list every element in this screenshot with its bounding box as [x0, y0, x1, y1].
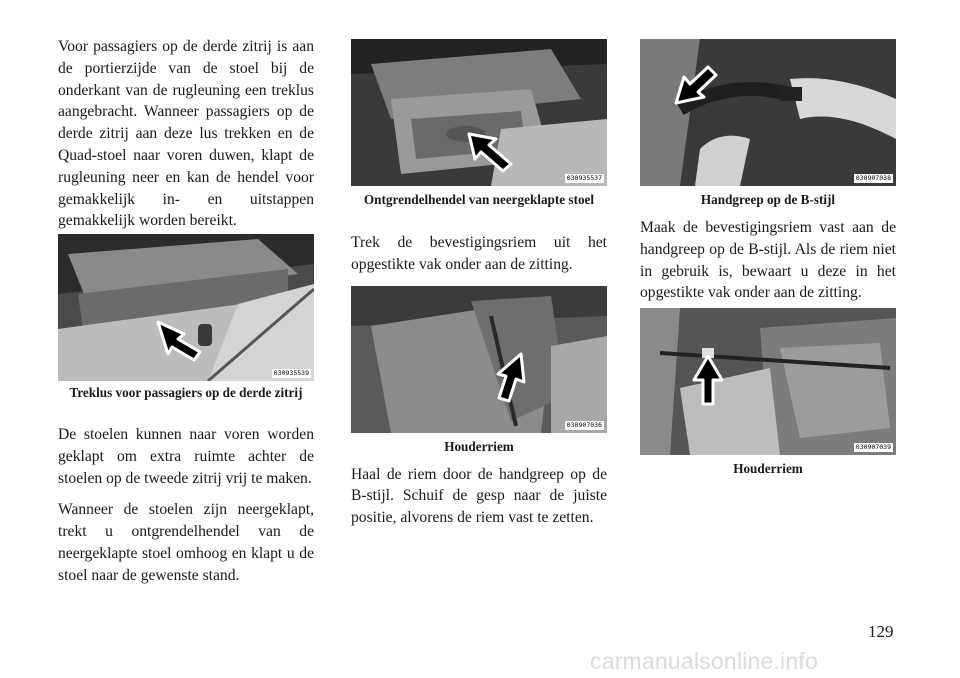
figure-houderriem: [351, 286, 607, 433]
figure-code: 030907039: [855, 443, 891, 452]
figure-caption: Houderriem: [733, 461, 803, 477]
paragraph: Trek de bevestigingsriem uit het opgestikte vak onder aan de zitting.: [351, 234, 607, 273]
arrow-icon: [640, 39, 896, 186]
paragraph: De stoelen kunnen naar voren worden geklapt om extra ruimte achter de stoelen op de tweede zitrij vrij te maken.: [58, 426, 314, 487]
column-1: [58, 36, 314, 587]
figure-ontgrendelhendel: [351, 39, 607, 186]
figure-code: 030935539: [273, 369, 309, 377]
figure-caption: Houderriem: [444, 438, 514, 454]
figure-caption: Ontgrendelhendel van neergeklapte stoel: [363, 192, 595, 207]
arrow-icon: [351, 286, 607, 433]
column-2: [351, 39, 607, 529]
figure-treklus: [58, 234, 314, 381]
paragraph: Maak de bevestigingsriem vast aan de handgreep op de B-stijl. Als de riem niet in gebruik is, bewaart u deze in het opgestikte vak onder aan de zitting.: [640, 219, 896, 302]
arrow-icon: [351, 39, 607, 186]
figure-handgreep: [640, 39, 896, 186]
figure-code: 030935537: [566, 174, 602, 182]
paragraph: Wanneer de stoelen zijn neergeklapt, trekt u ontgrendelhendel van de neergeklapte stoel omhoog en klapt u de stoel naar de gewenste stand.: [58, 501, 314, 584]
watermark: carmanualsonline.info: [590, 648, 818, 674]
figure-code: 030907038: [855, 174, 891, 182]
page-number: 129: [868, 622, 894, 641]
arrow-icon: [640, 308, 896, 455]
figure-code: 030907036: [566, 420, 602, 429]
column-3: [640, 39, 896, 477]
figure-caption: Handgreep op de B-stijl: [700, 192, 836, 207]
arrow-icon: [58, 234, 314, 381]
figure-caption: Treklus voor passagiers op de derde zitrij: [69, 385, 303, 400]
figure-houderriem: [640, 308, 896, 455]
paragraph: Voor passagiers op de derde zitrij is aan de portierzijde van de stoel bij de onderkant van de rugleuning een treklus aangebracht. Wanneer passagiers op de derde zitrij aan deze lus trekken en de Quad-stoel naar voren duwen, klapt de rugleuning neer en kan de hendel voor gemakkelijk in- en uitstappen gemakkelijk worden bereikt.: [58, 38, 314, 230]
paragraph: Haal de riem door de handgreep op de B-stijl. Schuif de gesp naar de juiste positie, alvorens de riem vast te zetten.: [351, 465, 607, 527]
